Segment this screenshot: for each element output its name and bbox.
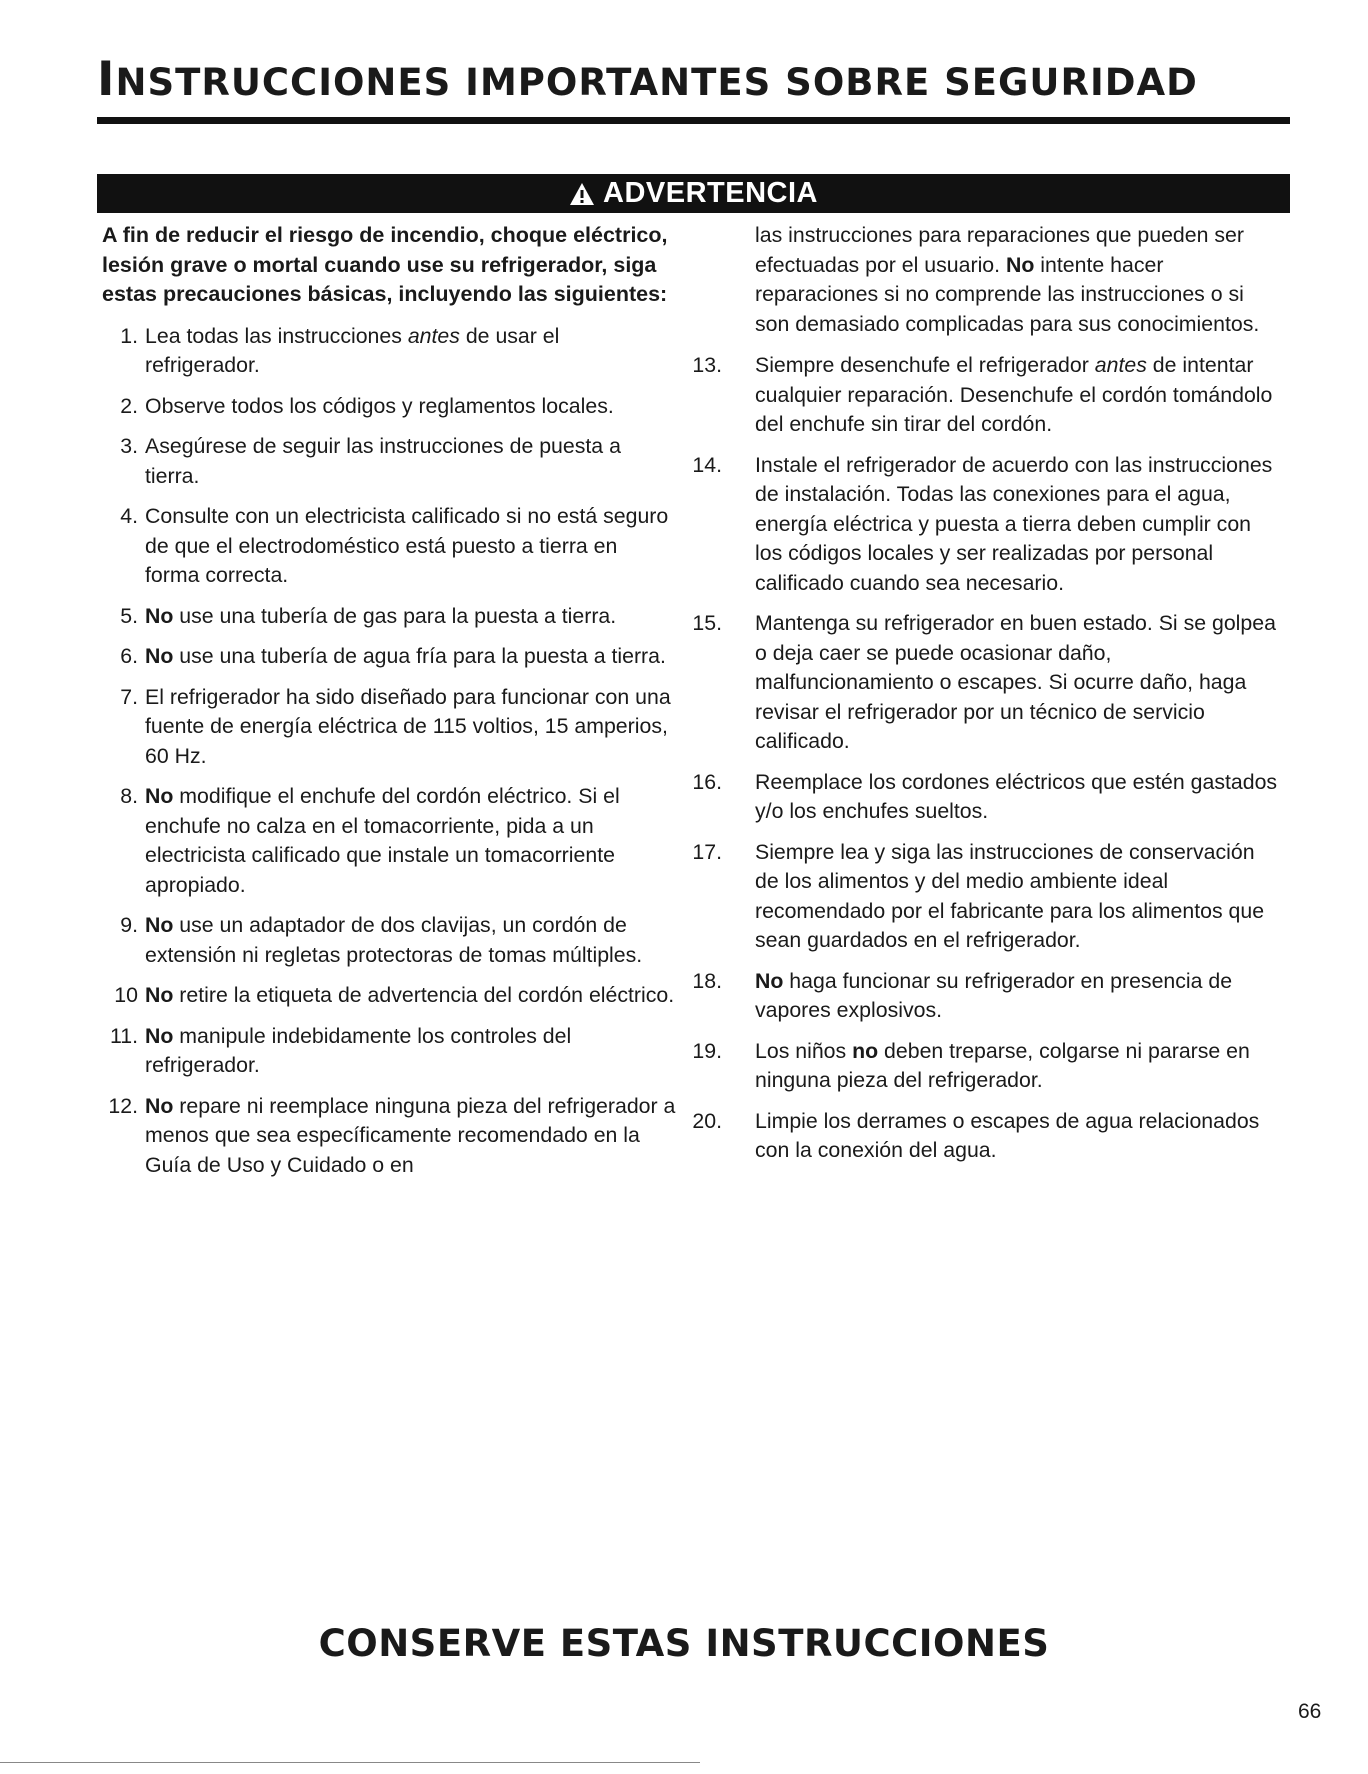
item-text: use una tubería de agua fría para la puesta a tierra. [173, 644, 666, 668]
item-bold-inline: no [852, 1038, 879, 1063]
safety-list-right [692, 351, 1281, 1166]
item-text: Consulte con un electricista calificado si no está seguro de que el electrodoméstico está puesto a tierra en forma correcta. [145, 504, 669, 587]
list-item [692, 609, 1281, 757]
item-text: Limpie los derrames o escapes de agua relacionados con la conexión del agua. [755, 1108, 1260, 1162]
item-text: retire la etiqueta de advertencia del cordón eléctrico. [173, 983, 675, 1007]
item-text: Instale el refrigerador de acuerdo con las instrucciones de instalación. Todas las conexiones para el agua, energía eléctrica y puesta a tierra deben cumplir con los códigos locales y ser realizadas por personal calificado cuando sea necesario. [755, 452, 1273, 595]
item-text: Siempre lea y siga las instrucciones de conservación de los alimentos y del medio ambiente ideal recomendado por el fabricante para los alimentos que sean guardados en el refrigerador. [755, 839, 1265, 952]
item-text: manipule indebidamente los controles del refrigerador. [145, 1023, 572, 1077]
right-column [692, 221, 1281, 1177]
item-text: Lea todas las instrucciones [145, 323, 408, 348]
list-item [102, 1092, 677, 1181]
item-emphasis: antes [1094, 353, 1147, 377]
item-text: use una tubería de gas para la puesta a tierra. [173, 603, 617, 628]
list-item [102, 392, 677, 422]
list-item [102, 432, 677, 491]
item-number: 12. [108, 1093, 138, 1118]
list-item [102, 981, 677, 1011]
continuation-text-end: intente hacer reparaciones si no comprende las instrucciones o si son demasiado complicadas para sus conocimientos. [755, 252, 1260, 336]
item-number: 15. [692, 611, 722, 635]
item-bold-prefix: No [145, 644, 174, 668]
item-bold-prefix: No [145, 983, 174, 1007]
item-bold-prefix: No [755, 968, 784, 993]
item-text-end: de intentar cualquier reparación. Desenchufe el cordón tomándolo del enchufe sin tirar del cordón. [755, 353, 1273, 436]
bottom-rule [0, 1762, 700, 1763]
list-item [692, 838, 1281, 956]
list-item [692, 451, 1281, 599]
page-title-first-letter: I [97, 52, 116, 107]
list-item [102, 782, 677, 900]
item-text: use un adaptador de dos clavijas, un cordón de extensión ni regletas protectoras de tomas múltiples. [145, 913, 643, 967]
list-item [102, 502, 677, 591]
item-number: 6. [120, 644, 138, 668]
list-item [692, 967, 1281, 1026]
warning-triangle-icon [569, 182, 595, 206]
item-number: 4. [120, 504, 138, 528]
item-text: Observe todos los códigos y reglamentos locales. [145, 393, 614, 418]
list-item [692, 1037, 1281, 1096]
item-text: Mantenga su refrigerador en buen estado. Si se golpea o deja caer se puede ocasionar daño, malfuncionamiento o escapes. Si ocurre daño, haga revisar el refrigerador por un técnico de servicio calificado. [755, 611, 1276, 753]
footer-title: CONSERVE ESTAS INSTRUCCIONES [318, 1622, 1050, 1665]
item-emphasis: antes [407, 323, 460, 348]
list-item [102, 642, 677, 672]
item-text: Asegúrese de seguir las instrucciones de puesta a tierra. [145, 434, 621, 488]
item-bold-prefix: No [145, 913, 174, 937]
safety-list-left [102, 322, 677, 1181]
item-text: modifique el enchufe del cordón eléctrico. Si el enchufe no calza en el tomacorriente, pida a un electricista calificado que instale un tomacorriente apropiado. [145, 784, 620, 897]
item-text-end: deben treparse, colgarse ni pararse en ninguna pieza del refrigerador. [755, 1038, 1250, 1092]
item-number: 17. [692, 839, 722, 864]
list-item [102, 683, 677, 772]
item-number: 7. [120, 684, 138, 709]
list-item [692, 351, 1281, 440]
item-bold-prefix: No [145, 1023, 174, 1048]
page-title [97, 52, 1297, 107]
item-text-end: de usar el refrigerador. [145, 323, 560, 377]
item-number: 9. [120, 913, 138, 937]
continuation-bold: No [1006, 252, 1035, 277]
list-item [102, 1022, 677, 1081]
continuation-text: las instrucciones para reparaciones que pueden ser efectuadas por el usuario. [755, 223, 1244, 277]
item-12-continuation [726, 221, 1281, 339]
item-number: 16. [692, 769, 722, 794]
left-column [102, 221, 677, 1191]
item-number: 5. [120, 603, 138, 628]
item-number: 1. [120, 323, 138, 348]
item-number: 2. [120, 393, 138, 418]
list-item [692, 1107, 1281, 1166]
list-item [102, 911, 677, 970]
item-text: Siempre desenchufe el refrigerador [755, 353, 1095, 377]
item-number: 11. [109, 1023, 138, 1048]
page-title-rest: NSTRUCCIONES IMPORTANTES SOBRE SEGURIDAD [115, 61, 1198, 104]
list-item [102, 602, 677, 632]
item-text: repare ni reemplace ninguna pieza del refrigerador a menos que sea específicamente recomendado en la Guía de Uso y Cuidado o en [145, 1093, 676, 1177]
list-item [102, 322, 677, 381]
item-text: haga funcionar su refrigerador en presencia de vapores explosivos. [755, 968, 1233, 1022]
item-number: 8. [120, 784, 138, 808]
item-number: 3. [120, 434, 138, 458]
item-text: Los niños [755, 1038, 853, 1063]
item-number: 14. [692, 452, 722, 477]
item-text: El refrigerador ha sido diseñado para funcionar con una fuente de energía eléctrica de 115 voltios, 15 amperios, 60 Hz. [145, 684, 671, 768]
item-bold-prefix: No [145, 603, 174, 628]
item-number: 19. [692, 1038, 722, 1063]
item-text: Reemplace los cordones eléctricos que estén gastados y/o los enchufes sueltos. [755, 769, 1278, 823]
item-number: 18. [692, 968, 722, 993]
intro-text: A fin de reducir el riesgo de incendio, choque eléctrico, lesión grave o mortal cuando use su refrigerador, siga estas precauciones básicas, incluyendo las siguientes: [102, 223, 668, 306]
item-bold-prefix: No [145, 1093, 174, 1118]
item-number: 20. [692, 1108, 722, 1133]
warning-bar [97, 174, 1290, 213]
warning-label: ADVERTENCIA [603, 177, 818, 209]
list-item [692, 768, 1281, 827]
item-number: 10 [114, 983, 138, 1007]
item-number: 13. [692, 353, 722, 377]
title-rule [97, 117, 1290, 124]
page-number: 66 [1298, 1700, 1322, 1723]
item-bold-prefix: No [145, 784, 174, 808]
